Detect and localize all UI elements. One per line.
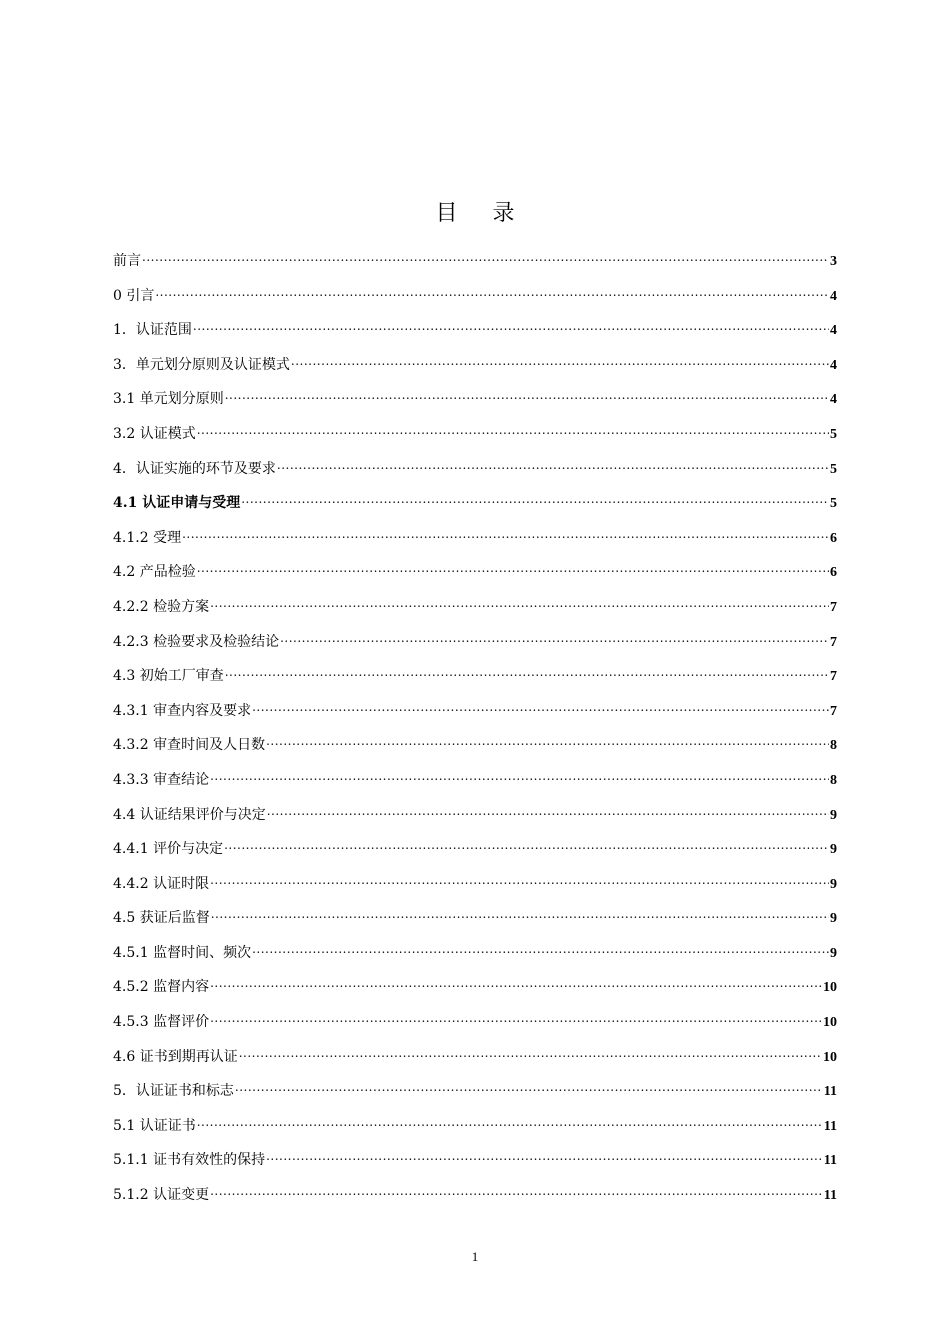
toc-entry[interactable]	[113, 522, 837, 557]
toc-entry[interactable]	[113, 383, 837, 418]
toc-entry[interactable]	[113, 1041, 837, 1076]
toc-dot-leader	[280, 626, 829, 646]
toc-entry-label: 3．单元划分原则及认证模式	[113, 356, 290, 373]
toc-entry-label: 4.1 认证申请与受理	[113, 495, 241, 512]
toc-dot-leader	[225, 660, 829, 680]
toc-entry-page: 9	[830, 945, 837, 961]
toc-entry-label: 0 引言	[113, 287, 155, 304]
toc-entry-page: 6	[830, 530, 837, 546]
toc-entry-page: 11	[823, 1118, 837, 1134]
toc-entry-label: 4.3.3 审查结论	[113, 771, 210, 788]
toc-dot-leader	[235, 1075, 823, 1095]
toc-entry[interactable]	[113, 833, 837, 868]
toc-title: 目 录	[435, 201, 529, 226]
toc-entry-page: 4	[830, 323, 837, 339]
toc-dot-leader	[182, 522, 829, 542]
toc-entry-label: 4.5.3 监督评价	[113, 1014, 210, 1031]
toc-entry-page: 4	[830, 288, 837, 304]
toc-entry-label: 4.1.2 受理	[113, 529, 182, 546]
toc-dot-leader	[210, 591, 829, 611]
toc-entry-page: 4	[830, 392, 837, 408]
toc-dot-leader	[266, 729, 829, 749]
toc-dot-leader	[239, 1041, 822, 1061]
toc-entry[interactable]	[113, 695, 837, 730]
toc-entry[interactable]	[113, 1006, 837, 1041]
toc-entry-page: 5	[830, 461, 837, 477]
toc-entry-page: 11	[823, 1188, 837, 1204]
toc-entry-label: 4.6 证书到期再认证	[113, 1048, 238, 1065]
toc-entry[interactable]	[113, 971, 837, 1006]
toc-entry-page: 9	[830, 842, 837, 858]
toc-entry-page: 9	[830, 807, 837, 823]
table-of-contents	[113, 245, 837, 1214]
toc-entry[interactable]	[113, 487, 837, 522]
toc-dot-leader	[252, 695, 829, 715]
toc-entry-page: 7	[830, 634, 837, 650]
toc-entry-page: 9	[830, 876, 837, 892]
toc-dot-leader	[197, 1110, 823, 1130]
toc-entry[interactable]	[113, 764, 837, 799]
toc-entry-label: 4.4.2 认证时限	[113, 875, 210, 892]
toc-dot-leader	[193, 314, 829, 334]
toc-entry[interactable]	[113, 349, 837, 384]
toc-entry-page: 9	[830, 911, 837, 927]
toc-entry-label: 4.3.2 审查时间及人日数	[113, 737, 266, 754]
toc-dot-leader	[291, 349, 829, 369]
toc-entry-label: 4.3.1 审查内容及要求	[113, 702, 252, 719]
toc-dot-leader	[266, 1144, 823, 1164]
toc-entry-page: 8	[830, 772, 837, 788]
toc-entry-label: 3.2 认证模式	[113, 425, 196, 442]
toc-entry[interactable]	[113, 799, 837, 834]
page-number: 1	[471, 1249, 479, 1264]
toc-entry-page: 11	[823, 1153, 837, 1169]
toc-entry[interactable]	[113, 1144, 837, 1179]
toc-entry[interactable]	[113, 280, 837, 315]
toc-dot-leader	[210, 868, 829, 888]
toc-entry-label: 4.4.1 评价与决定	[113, 841, 224, 858]
toc-entry-page: 10	[823, 1015, 837, 1031]
toc-entry[interactable]	[113, 453, 837, 488]
toc-entry-page: 10	[823, 1049, 837, 1065]
toc-entry-label: 5.1 认证证书	[113, 1117, 196, 1134]
toc-entry[interactable]	[113, 902, 837, 937]
toc-entry-label: 5.1.2 认证变更	[113, 1187, 210, 1204]
toc-entry-label: 1．认证范围	[113, 322, 192, 339]
toc-dot-leader	[224, 833, 829, 853]
toc-entry-page: 4	[830, 357, 837, 373]
toc-entry-page: 7	[830, 703, 837, 719]
toc-dot-leader	[210, 1006, 822, 1026]
toc-entry-page: 11	[823, 1084, 837, 1100]
toc-entry[interactable]	[113, 314, 837, 349]
toc-entry-page: 5	[830, 496, 837, 512]
toc-entry-page: 7	[830, 669, 837, 685]
toc-entry[interactable]	[113, 626, 837, 661]
toc-dot-leader	[197, 418, 829, 438]
toc-entry-label: 4.2.2 检验方案	[113, 598, 210, 615]
toc-entry-label: 5.1.1 证书有效性的保持	[113, 1152, 266, 1169]
toc-entry-label: 4.2.3 检验要求及检验结论	[113, 633, 280, 650]
toc-entry-label: 4.5 获证后监督	[113, 910, 210, 927]
toc-dot-leader	[225, 383, 829, 403]
toc-entry-page: 6	[830, 565, 837, 581]
toc-entry-label: 4.5.2 监督内容	[113, 979, 210, 996]
toc-entry-page: 3	[830, 254, 837, 269]
toc-dot-leader	[211, 902, 829, 922]
toc-entry[interactable]	[113, 1179, 837, 1214]
toc-dot-leader	[267, 799, 829, 819]
toc-entry-label: 3.1 单元划分原则	[113, 391, 224, 408]
toc-dot-leader	[241, 487, 829, 507]
toc-entry[interactable]	[113, 729, 837, 764]
toc-entry[interactable]	[113, 1110, 837, 1145]
toc-entry[interactable]	[113, 556, 837, 591]
toc-entry-label: 前言	[113, 253, 141, 269]
toc-dot-leader	[252, 937, 829, 957]
toc-entry[interactable]	[113, 591, 837, 626]
toc-entry[interactable]	[113, 418, 837, 453]
toc-entry[interactable]	[113, 245, 837, 280]
toc-entry-label: 5．认证证书和标志	[113, 1083, 234, 1100]
toc-entry-label: 4.3 初始工厂审查	[113, 668, 224, 685]
toc-entry[interactable]	[113, 1075, 837, 1110]
toc-entry-page: 7	[830, 599, 837, 615]
toc-dot-leader	[155, 280, 829, 300]
toc-dot-leader	[210, 764, 829, 784]
toc-dot-leader	[210, 1179, 823, 1199]
toc-entry[interactable]	[113, 660, 837, 695]
toc-entry-label: 4.2 产品检验	[113, 564, 196, 581]
toc-entry-page: 10	[823, 980, 837, 996]
toc-dot-leader	[277, 453, 829, 473]
toc-dot-leader	[210, 971, 822, 991]
toc-dot-leader	[142, 245, 829, 265]
toc-entry-label: 4.4 认证结果评价与决定	[113, 806, 266, 823]
toc-entry-page: 8	[830, 738, 837, 754]
toc-dot-leader	[197, 556, 829, 576]
toc-entry[interactable]	[113, 868, 837, 903]
toc-entry-label: 4.5.1 监督时间、频次	[113, 944, 252, 961]
toc-entry-page: 5	[830, 426, 837, 442]
toc-entry-label: 4．认证实施的环节及要求	[113, 460, 276, 477]
toc-entry[interactable]	[113, 937, 837, 972]
